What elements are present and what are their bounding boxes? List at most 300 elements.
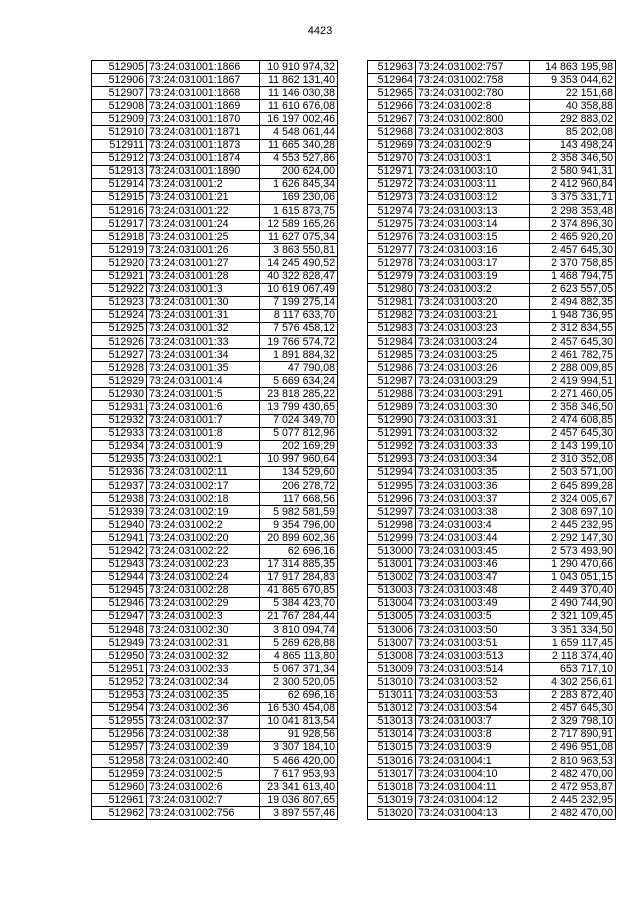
table-row — [92, 807, 338, 820]
record-number-cell: 512943 — [92, 558, 147, 571]
record-number-cell: 512995 — [368, 480, 416, 493]
record-number-cell: 512964 — [368, 74, 416, 87]
table-row — [368, 375, 616, 388]
cadastral-number-cell: 73:24:031001:1868 — [147, 87, 260, 100]
table-row — [92, 126, 338, 139]
table-row — [92, 87, 338, 100]
table-row — [92, 781, 338, 794]
cadastral-number-cell: 73:24:031003:52 — [416, 676, 530, 689]
cadastral-value-cell: 5 269 628,88 — [260, 637, 338, 650]
record-number-cell: 512986 — [368, 362, 416, 375]
record-number-cell: 512985 — [368, 349, 416, 362]
table-row — [368, 545, 616, 558]
cadastral-value-cell: 169 230,06 — [260, 191, 338, 204]
record-number-cell: 512909 — [92, 113, 147, 126]
cadastral-number-cell: 73:24:031001:31 — [147, 309, 260, 322]
table-row — [368, 480, 616, 493]
cadastral-value-cell: 2 623 557,05 — [530, 283, 616, 296]
table-row — [92, 597, 338, 610]
cadastral-number-cell: 73:24:031003:12 — [416, 191, 530, 204]
record-number-cell: 512972 — [368, 178, 416, 191]
table-row — [368, 637, 616, 650]
cadastral-number-cell: 73:24:031002:34 — [147, 676, 260, 689]
cadastral-value-cell: 2 143 199,10 — [530, 440, 616, 453]
table-row — [92, 754, 338, 767]
cadastral-value-cell: 91 928,56 — [260, 728, 338, 741]
table-row — [92, 414, 338, 427]
cadastral-value-cell: 16 197 002,46 — [260, 113, 338, 126]
cadastral-number-cell: 73:24:031003:5 — [416, 610, 530, 623]
cadastral-number-cell: 73:24:031003:34 — [416, 453, 530, 466]
cadastral-number-cell: 73:24:031001:9 — [147, 440, 260, 453]
cadastral-value-cell: 2 494 882,35 — [530, 296, 616, 309]
cadastral-value-cell: 85 202,08 — [530, 126, 616, 139]
table-row — [368, 532, 616, 545]
cadastral-number-cell: 73:24:031002:32 — [147, 650, 260, 663]
cadastral-number-cell: 73:24:031003:35 — [416, 466, 530, 479]
cadastral-value-cell: 17 917 284,83 — [260, 571, 338, 584]
record-number-cell: 513011 — [368, 689, 416, 702]
cadastral-number-cell: 73:24:031003:13 — [416, 205, 530, 218]
cadastral-value-cell: 62 696,16 — [260, 545, 338, 558]
cadastral-value-cell: 653 717,10 — [530, 663, 616, 676]
cadastral-number-cell: 73:24:031004:11 — [416, 781, 530, 794]
record-number-cell: 512973 — [368, 191, 416, 204]
cadastral-number-cell: 73:24:031002:7 — [147, 794, 260, 807]
record-number-cell: 512942 — [92, 545, 147, 558]
cadastral-number-cell: 73:24:031002:19 — [147, 506, 260, 519]
table-row — [92, 545, 338, 558]
cadastral-number-cell: 73:24:031003:8 — [416, 728, 530, 741]
table-row — [92, 61, 338, 74]
cadastral-value-cell: 2 573 493,90 — [530, 545, 616, 558]
cadastral-number-cell: 73:24:031001:1873 — [147, 139, 260, 152]
cadastral-value-cell: 5 982 581,59 — [260, 506, 338, 519]
cadastral-value-cell: 40 358,88 — [530, 100, 616, 113]
cadastral-number-cell: 73:24:031003:514 — [416, 663, 530, 676]
cadastral-number-cell: 73:24:031002:758 — [416, 74, 530, 87]
table-row — [368, 741, 616, 754]
cadastral-value-cell: 2 370 758,85 — [530, 257, 616, 270]
table-row — [368, 453, 616, 466]
cadastral-number-cell: 73:24:031001:30 — [147, 296, 260, 309]
cadastral-value-cell: 1 891 884,32 — [260, 349, 338, 362]
cadastral-value-cell: 2 810 963,53 — [530, 754, 616, 767]
record-number-cell: 512979 — [368, 270, 416, 283]
record-number-cell: 512918 — [92, 231, 147, 244]
table-row — [368, 597, 616, 610]
cadastral-number-cell: 73:24:031001:1890 — [147, 165, 260, 178]
record-number-cell: 513019 — [368, 794, 416, 807]
record-number-cell: 512987 — [368, 375, 416, 388]
table-row — [368, 571, 616, 584]
record-number-cell: 512965 — [368, 87, 416, 100]
record-number-cell: 513009 — [368, 663, 416, 676]
record-number-cell: 512940 — [92, 519, 147, 532]
cadastral-value-cell: 2 465 920,20 — [530, 231, 616, 244]
record-number-cell: 512990 — [368, 414, 416, 427]
table-row — [92, 440, 338, 453]
record-number-cell: 513018 — [368, 781, 416, 794]
register-table-left — [91, 60, 338, 820]
cadastral-value-cell: 40 322 828,47 — [260, 270, 338, 283]
record-number-cell: 513013 — [368, 715, 416, 728]
record-number-cell: 512981 — [368, 296, 416, 309]
cadastral-value-cell: 41 865 670,85 — [260, 584, 338, 597]
cadastral-value-cell: 11 610 676,08 — [260, 100, 338, 113]
cadastral-value-cell: 2 474 608,85 — [530, 414, 616, 427]
table-row — [92, 466, 338, 479]
cadastral-number-cell: 73:24:031003:47 — [416, 571, 530, 584]
cadastral-value-cell: 200 624,00 — [260, 165, 338, 178]
table-row — [92, 663, 338, 676]
record-number-cell: 512996 — [368, 493, 416, 506]
record-number-cell: 512911 — [92, 139, 147, 152]
cadastral-number-cell: 73:24:031001:35 — [147, 362, 260, 375]
table-row — [92, 401, 338, 414]
cadastral-value-cell: 22 151,68 — [530, 87, 616, 100]
record-number-cell: 512916 — [92, 205, 147, 218]
table-row — [368, 584, 616, 597]
table-row — [92, 349, 338, 362]
record-number-cell: 512997 — [368, 506, 416, 519]
cadastral-value-cell: 2 118 374,40 — [530, 650, 616, 663]
cadastral-value-cell: 2 482 470,00 — [530, 768, 616, 781]
record-number-cell: 512924 — [92, 309, 147, 322]
cadastral-number-cell: 73:24:031002:3 — [147, 610, 260, 623]
cadastral-value-cell: 2 419 994,51 — [530, 375, 616, 388]
cadastral-number-cell: 73:24:031003:36 — [416, 480, 530, 493]
table-row — [92, 322, 338, 335]
cadastral-value-cell: 16 530 454,08 — [260, 702, 338, 715]
record-number-cell: 512971 — [368, 165, 416, 178]
cadastral-value-cell: 10 619 067,49 — [260, 283, 338, 296]
table-row — [368, 205, 616, 218]
cadastral-number-cell: 73:24:031003:50 — [416, 624, 530, 637]
table-row — [368, 624, 616, 637]
cadastral-number-cell: 73:24:031001:5 — [147, 388, 260, 401]
cadastral-value-cell: 2 457 645,30 — [530, 702, 616, 715]
cadastral-value-cell: 292 883,02 — [530, 113, 616, 126]
table-row — [368, 715, 616, 728]
record-number-cell: 513000 — [368, 545, 416, 558]
cadastral-number-cell: 73:24:031001:2 — [147, 178, 260, 191]
cadastral-value-cell: 2 645 899,28 — [530, 480, 616, 493]
record-number-cell: 512960 — [92, 781, 147, 794]
record-number-cell: 512926 — [92, 335, 147, 348]
record-number-cell: 513017 — [368, 768, 416, 781]
cadastral-number-cell: 73:24:031002:24 — [147, 571, 260, 584]
table-row — [92, 610, 338, 623]
cadastral-number-cell: 73:24:031003:17 — [416, 257, 530, 270]
record-number-cell: 513004 — [368, 597, 416, 610]
record-number-cell: 512908 — [92, 100, 147, 113]
cadastral-value-cell: 2 292 147,30 — [530, 532, 616, 545]
record-number-cell: 512910 — [92, 126, 147, 139]
table-row — [92, 584, 338, 597]
cadastral-number-cell: 73:24:031003:291 — [416, 388, 530, 401]
table-row — [92, 270, 338, 283]
table-row — [368, 309, 616, 322]
table-row — [92, 257, 338, 270]
cadastral-value-cell: 2 449 370,40 — [530, 584, 616, 597]
table-row — [368, 178, 616, 191]
record-number-cell: 512974 — [368, 205, 416, 218]
cadastral-value-cell: 2 457 645,30 — [530, 427, 616, 440]
cadastral-number-cell: 73:24:031002:17 — [147, 480, 260, 493]
cadastral-number-cell: 73:24:031003:23 — [416, 322, 530, 335]
table-row — [92, 139, 338, 152]
table-row — [368, 100, 616, 113]
table-row — [368, 519, 616, 532]
record-number-cell: 513003 — [368, 584, 416, 597]
cadastral-value-cell: 1 290 470,66 — [530, 558, 616, 571]
record-number-cell: 513010 — [368, 676, 416, 689]
table-row — [92, 768, 338, 781]
record-number-cell: 512934 — [92, 440, 147, 453]
cadastral-number-cell: 73:24:031003:45 — [416, 545, 530, 558]
table-row — [368, 650, 616, 663]
cadastral-value-cell: 2 308 697,10 — [530, 506, 616, 519]
record-number-cell: 512920 — [92, 257, 147, 270]
cadastral-number-cell: 73:24:031001:21 — [147, 191, 260, 204]
record-number-cell: 513006 — [368, 624, 416, 637]
cadastral-number-cell: 73:24:031002:18 — [147, 493, 260, 506]
table-row — [368, 244, 616, 257]
table-row — [92, 152, 338, 165]
table-row — [368, 558, 616, 571]
record-number-cell: 512977 — [368, 244, 416, 257]
cadastral-value-cell: 2 457 645,30 — [530, 335, 616, 348]
cadastral-value-cell: 5 067 371,34 — [260, 663, 338, 676]
cadastral-value-cell: 2 329 798,10 — [530, 715, 616, 728]
table-row — [92, 100, 338, 113]
cadastral-value-cell: 3 810 094,74 — [260, 624, 338, 637]
cadastral-number-cell: 73:24:031004:12 — [416, 794, 530, 807]
cadastral-value-cell: 2 503 571,00 — [530, 466, 616, 479]
record-number-cell: 512993 — [368, 453, 416, 466]
cadastral-number-cell: 73:24:031001:34 — [147, 349, 260, 362]
cadastral-number-cell: 73:24:031003:32 — [416, 427, 530, 440]
cadastral-number-cell: 73:24:031002:39 — [147, 741, 260, 754]
table-row — [92, 702, 338, 715]
table-row — [92, 453, 338, 466]
cadastral-number-cell: 73:24:031003:31 — [416, 414, 530, 427]
cadastral-value-cell: 5 466 420,00 — [260, 754, 338, 767]
table-row — [92, 519, 338, 532]
cadastral-number-cell: 73:24:031002:9 — [416, 139, 530, 152]
cadastral-value-cell: 1 615 873,75 — [260, 205, 338, 218]
record-number-cell: 512975 — [368, 218, 416, 231]
record-number-cell: 513007 — [368, 637, 416, 650]
cadastral-number-cell: 73:24:031002:28 — [147, 584, 260, 597]
cadastral-number-cell: 73:24:031003:4 — [416, 519, 530, 532]
table-row — [92, 532, 338, 545]
cadastral-number-cell: 73:24:031003:51 — [416, 637, 530, 650]
record-number-cell: 512935 — [92, 453, 147, 466]
table-row — [368, 349, 616, 362]
table-row — [368, 427, 616, 440]
cadastral-value-cell: 2 580 941,31 — [530, 165, 616, 178]
cadastral-number-cell: 73:24:031003:30 — [416, 401, 530, 414]
table-row — [92, 637, 338, 650]
cadastral-value-cell: 117 668,56 — [260, 493, 338, 506]
record-number-cell: 512938 — [92, 493, 147, 506]
record-number-cell: 512994 — [368, 466, 416, 479]
cadastral-value-cell: 3 897 557,46 — [260, 807, 338, 820]
cadastral-value-cell: 4 302 256,61 — [530, 676, 616, 689]
record-number-cell: 512970 — [368, 152, 416, 165]
record-number-cell: 512950 — [92, 650, 147, 663]
table-row — [368, 335, 616, 348]
record-number-cell: 512930 — [92, 388, 147, 401]
cadastral-value-cell: 2 412 960,84 — [530, 178, 616, 191]
cadastral-value-cell: 8 117 633,70 — [260, 309, 338, 322]
cadastral-number-cell: 73:24:031001:25 — [147, 231, 260, 244]
cadastral-value-cell: 2 496 951,08 — [530, 741, 616, 754]
record-number-cell: 512967 — [368, 113, 416, 126]
record-number-cell: 512978 — [368, 257, 416, 270]
record-number-cell: 512991 — [368, 427, 416, 440]
table-row — [92, 165, 338, 178]
cadastral-value-cell: 14 245 490,52 — [260, 257, 338, 270]
table-row — [368, 676, 616, 689]
cadastral-number-cell: 73:24:031004:1 — [416, 754, 530, 767]
record-number-cell: 512982 — [368, 309, 416, 322]
cadastral-value-cell: 62 696,16 — [260, 689, 338, 702]
cadastral-value-cell: 2 283 872,40 — [530, 689, 616, 702]
cadastral-number-cell: 73:24:031001:8 — [147, 427, 260, 440]
cadastral-value-cell: 206 278,72 — [260, 480, 338, 493]
cadastral-value-cell: 5 077 812,96 — [260, 427, 338, 440]
table-row — [92, 375, 338, 388]
table-row — [92, 558, 338, 571]
cadastral-number-cell: 73:24:031003:37 — [416, 493, 530, 506]
record-number-cell: 512946 — [92, 597, 147, 610]
cadastral-value-cell: 2 312 834,55 — [530, 322, 616, 335]
table-row — [92, 741, 338, 754]
cadastral-number-cell: 73:24:031002:35 — [147, 689, 260, 702]
cadastral-number-cell: 73:24:031001:1874 — [147, 152, 260, 165]
cadastral-value-cell: 2 321 109,45 — [530, 610, 616, 623]
cadastral-value-cell: 10 041 813,54 — [260, 715, 338, 728]
cadastral-number-cell: 73:24:031003:14 — [416, 218, 530, 231]
table-row — [92, 493, 338, 506]
table-row — [368, 126, 616, 139]
cadastral-value-cell: 4 553 527,86 — [260, 152, 338, 165]
cadastral-value-cell: 17 314 885,35 — [260, 558, 338, 571]
record-number-cell: 512931 — [92, 401, 147, 414]
table-row — [368, 139, 616, 152]
record-number-cell: 512921 — [92, 270, 147, 283]
record-number-cell: 512956 — [92, 728, 147, 741]
cadastral-number-cell: 73:24:031001:1866 — [147, 61, 260, 74]
cadastral-value-cell: 2 461 782,75 — [530, 349, 616, 362]
table-row — [92, 335, 338, 348]
table-row — [368, 322, 616, 335]
record-number-cell: 512932 — [92, 414, 147, 427]
cadastral-value-cell: 11 665 340,28 — [260, 139, 338, 152]
table-row — [368, 506, 616, 519]
cadastral-value-cell: 2 310 352,08 — [530, 453, 616, 466]
record-number-cell: 512953 — [92, 689, 147, 702]
cadastral-number-cell: 73:24:031003:9 — [416, 741, 530, 754]
cadastral-number-cell: 73:24:031001:1870 — [147, 113, 260, 126]
cadastral-number-cell: 73:24:031002:800 — [416, 113, 530, 126]
table-row — [92, 205, 338, 218]
table-row — [92, 231, 338, 244]
table-row — [92, 506, 338, 519]
table-row — [368, 689, 616, 702]
cadastral-number-cell: 73:24:031001:7 — [147, 414, 260, 427]
cadastral-value-cell: 1 659 117,45 — [530, 637, 616, 650]
register-table-right — [367, 60, 616, 820]
cadastral-number-cell: 73:24:031002:31 — [147, 637, 260, 650]
record-number-cell: 512925 — [92, 322, 147, 335]
cadastral-number-cell: 73:24:031001:1867 — [147, 74, 260, 87]
cadastral-number-cell: 73:24:031001:1869 — [147, 100, 260, 113]
cadastral-number-cell: 73:24:031002:30 — [147, 624, 260, 637]
record-number-cell: 512958 — [92, 754, 147, 767]
cadastral-value-cell: 9 353 044,62 — [530, 74, 616, 87]
table-row — [92, 178, 338, 191]
cadastral-number-cell: 73:24:031003:44 — [416, 532, 530, 545]
table-row — [368, 414, 616, 427]
cadastral-value-cell: 21 767 284,44 — [260, 610, 338, 623]
cadastral-value-cell: 2 490 744,90 — [530, 597, 616, 610]
record-number-cell: 512989 — [368, 401, 416, 414]
cadastral-number-cell: 73:24:031003:53 — [416, 689, 530, 702]
table-row — [368, 191, 616, 204]
cadastral-value-cell: 4 865 113,80 — [260, 650, 338, 663]
cadastral-number-cell: 73:24:031002:36 — [147, 702, 260, 715]
cadastral-value-cell: 13 799 430,65 — [260, 401, 338, 414]
table-row — [368, 754, 616, 767]
record-number-cell: 513015 — [368, 741, 416, 754]
cadastral-number-cell: 73:24:031003:15 — [416, 231, 530, 244]
record-number-cell: 512963 — [368, 61, 416, 74]
cadastral-value-cell: 2 374 896,30 — [530, 218, 616, 231]
cadastral-number-cell: 73:24:031001:4 — [147, 375, 260, 388]
cadastral-value-cell: 2 358 346,50 — [530, 401, 616, 414]
cadastral-value-cell: 2 717 890,91 — [530, 728, 616, 741]
cadastral-number-cell: 73:24:031003:21 — [416, 309, 530, 322]
table-row — [368, 283, 616, 296]
table-row — [92, 715, 338, 728]
table-row — [368, 61, 616, 74]
cadastral-number-cell: 73:24:031002:33 — [147, 663, 260, 676]
table-row — [368, 218, 616, 231]
cadastral-value-cell: 143 498,24 — [530, 139, 616, 152]
cadastral-number-cell: 73:24:031004:13 — [416, 807, 530, 820]
cadastral-number-cell: 73:24:031003:54 — [416, 702, 530, 715]
record-number-cell: 512980 — [368, 283, 416, 296]
cadastral-number-cell: 73:24:031002:38 — [147, 728, 260, 741]
table-row — [368, 165, 616, 178]
record-number-cell: 512919 — [92, 244, 147, 257]
cadastral-number-cell: 73:24:031003:26 — [416, 362, 530, 375]
cadastral-number-cell: 73:24:031001:26 — [147, 244, 260, 257]
cadastral-value-cell: 1 043 051,15 — [530, 571, 616, 584]
table-row — [92, 296, 338, 309]
record-number-cell: 512941 — [92, 532, 147, 545]
cadastral-number-cell: 73:24:031001:3 — [147, 283, 260, 296]
cadastral-number-cell: 73:24:031003:10 — [416, 165, 530, 178]
table-row — [368, 362, 616, 375]
cadastral-value-cell: 7 576 458,12 — [260, 322, 338, 335]
cadastral-value-cell: 2 324 005,67 — [530, 493, 616, 506]
table-row — [92, 113, 338, 126]
